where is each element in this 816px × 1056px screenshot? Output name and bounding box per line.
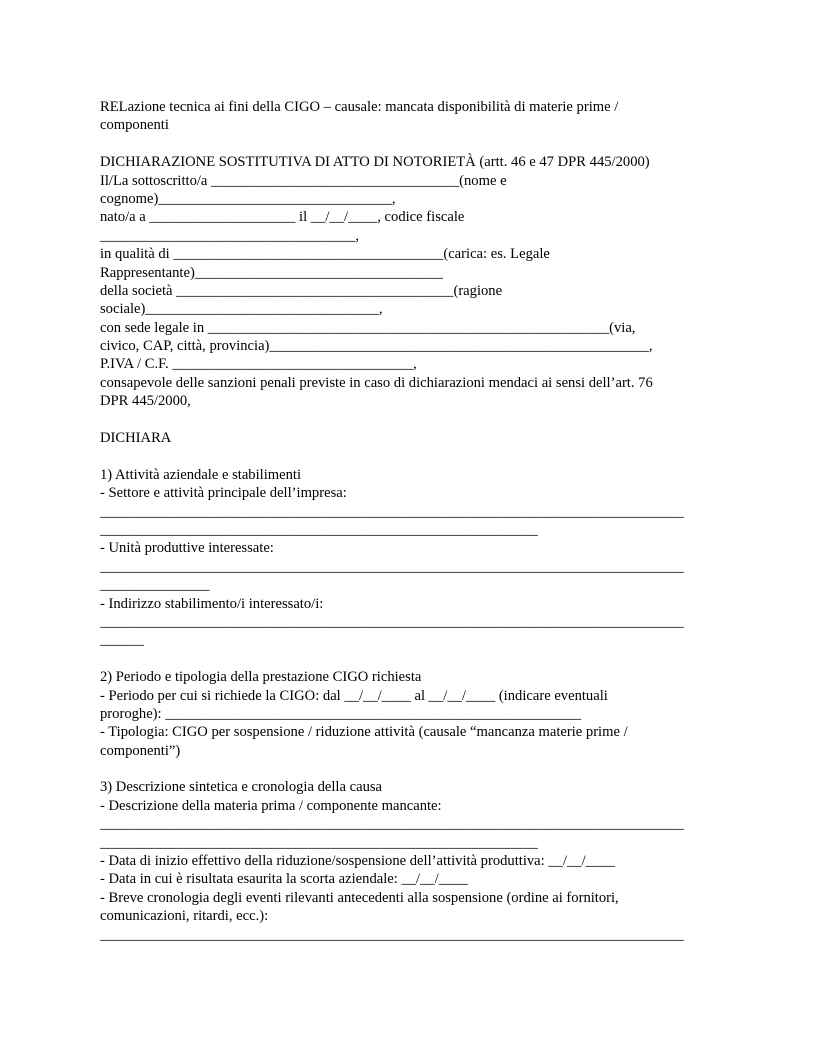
text-line: sociale)________________________________, xyxy=(100,301,383,318)
text-line: - Breve cronologia degli eventi rilevanti antecedenti alla sospensione (ordine ai fornitori, xyxy=(100,889,619,906)
text-line: consapevole delle sanzioni penali previste in caso di dichiarazioni mendaci ai sensi dell’art. 76 xyxy=(100,374,653,391)
text-line: componenti”) xyxy=(100,742,181,759)
text-line: 3) Descrizione sintetica e cronologia della causa xyxy=(100,779,383,796)
blank-line xyxy=(100,411,718,429)
blank-line xyxy=(100,447,718,465)
text-line: civico, CAP, città, provincia)____________________________________________________, xyxy=(100,338,653,355)
text-line: - Data in cui è risultata esaurita la scorta aziendale: __/__/____ xyxy=(100,871,468,888)
text-line: - Unità produttive interessate: xyxy=(100,540,274,557)
text-line: DPR 445/2000, xyxy=(100,393,191,410)
text-line: - Periodo per cui si richiede la CIGO: dal __/__/____ al __/__/____ (indicare eventuali xyxy=(100,687,608,704)
text-line: ________________________________________________________________________________ xyxy=(100,503,684,520)
text-line: ____________________________________________________________ xyxy=(100,521,538,538)
document-body xyxy=(100,98,718,944)
text-line: cognome)________________________________, xyxy=(100,190,396,207)
text-line: Rappresentante)__________________________________ xyxy=(100,264,443,281)
text-line: ________________________________________________________________________________ xyxy=(100,926,684,943)
text-line: in qualità di _____________________________________(carica: es. Legale xyxy=(100,246,550,263)
text-line: - Descrizione della materia prima / componente mancante: xyxy=(100,797,442,814)
text-line: con sede legale in _______________________________________________________(via, xyxy=(100,319,636,336)
blank-line xyxy=(100,760,718,778)
text-line: nato/a a ____________________ il __/__/____, codice fiscale xyxy=(100,209,465,226)
text-line: - Tipologia: CIGO per sospensione / riduzione attività (causale “mancanza materie prime / xyxy=(100,724,628,741)
blank-line xyxy=(100,650,718,668)
text-line: 1) Attività aziendale e stabilimenti xyxy=(100,466,302,483)
text-line: proroghe): _________________________________________________________ xyxy=(100,705,582,722)
text-line: 2) Periodo e tipologia della prestazione CIGO richiesta xyxy=(100,669,422,686)
text-line: DICHIARAZIONE SOSTITUTIVA DI ATTO DI NOTORIETÀ (artt. 46 e 47 DPR 445/2000) xyxy=(100,154,650,171)
text-line: _______________ xyxy=(100,577,210,594)
text-line: Il/La sottoscritto/a __________________________________(nome e xyxy=(100,172,507,189)
text-line: - Settore e attività principale dell’impresa: xyxy=(100,485,347,502)
text-line: ________________________________________________________________________________ xyxy=(100,816,684,833)
text-line: ___________________________________, xyxy=(100,227,360,244)
text-line: DICHIARA xyxy=(100,430,172,447)
text-line: P.IVA / C.F. _________________________________, xyxy=(100,356,417,373)
text-line: ________________________________________________________________________________ xyxy=(100,558,684,575)
text-line: ____________________________________________________________ xyxy=(100,834,538,851)
text-line: ________________________________________________________________________________ xyxy=(100,613,684,630)
text-line: - Data di inizio effettivo della riduzione/sospensione dell’attività produttiva: __/__/____ xyxy=(100,853,615,870)
text-line: componenti xyxy=(100,117,169,134)
text-line: comunicazioni, ritardi, ecc.): xyxy=(100,908,269,925)
text-line: RELazione tecnica ai fini della CIGO – causale: mancata disponibilità di materie prime / xyxy=(100,99,619,115)
blank-line xyxy=(100,135,718,153)
text-line: - Indirizzo stabilimento/i interessato/i: xyxy=(100,595,324,612)
text-line: della società ______________________________________(ragione xyxy=(100,282,503,299)
text-line: ______ xyxy=(100,632,144,649)
